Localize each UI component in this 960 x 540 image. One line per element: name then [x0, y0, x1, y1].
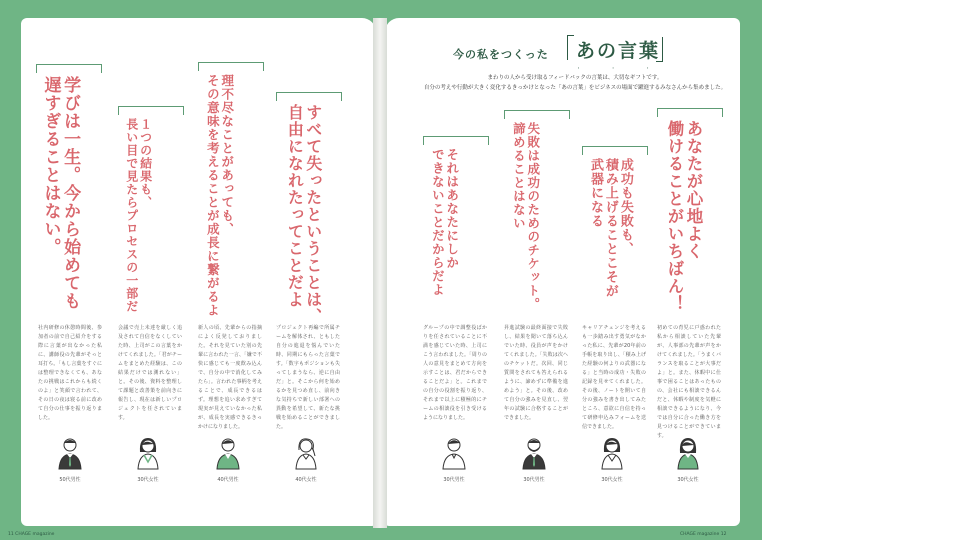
quote-text: すべて失ったということは、 自由になれたってことだよ: [285, 104, 323, 325]
entry-description: グループの中で調整役ばかりを任されていることに不満を感じていた時、上司にこう言われました。「周りの人の意見をまとめて方向を示すことは、君だからできることだよ」と。これまでの自分の役割を振り返り、それまで以上に積極的にチームの相談役を引き受けるようになりました。: [423, 325, 487, 421]
entry-description: 初めての育児に戸惑われた私から相談していた先輩が、人事部の先輩が声をかけてくれました。「うまくバランスを取ることが大事だよ」と。また、休暇中に仕事で困ることはあったものの、会社にも相談できるんだと、休暇や制度を気軽に相談できるようになり、今では自分に合った働き方を見つけることができています。: [657, 325, 721, 439]
female-ponytail-avatar-icon: [293, 436, 319, 470]
female-bob-avatar-icon: [675, 436, 701, 470]
entry-description: 昇進試験の最終面接で失敗し、結果を聞いて落ち込んでいた時、役員が声をかけてくれました。「失敗は次へのチケットだ。次回、同じ質問をされても答えられるように、諦めずに準備を進めよう」と。その後、改めて自分の強みを見直し、翌年の試験に合格することができました。: [504, 325, 568, 421]
quote-text: それはあなたにしか できないことだからだよ: [430, 148, 460, 297]
page-number-left: 11: [8, 532, 14, 537]
quote-text: 学びは一生。今から始めても 遅すぎることはない。: [40, 76, 81, 310]
respondent-caption: 40代女性: [295, 477, 317, 483]
male-avatar-icon: [215, 436, 241, 470]
lead-line-2: 自分の考えや行動が大きく変化するきっかけとなった「あの言葉」をビジネスの場面で躍進するみなさんから集めました。: [423, 85, 727, 91]
respondent-caption: 50代男性: [59, 477, 81, 483]
quote-bracket: [423, 136, 489, 145]
entry-description: 社内研修の休憩時間後、参加者の前で自己紹介をする際に言葉が出なかった私に、講師役の先輩がそっと耳打ち。「もし言葉をすぐには整理できなくても、あなたの挑戦はこれからも続くのよ」と笑顔で言われて、その日の夜は寝る前に改めて自分の仕事を振り返りました。: [38, 325, 102, 421]
male-tie-avatar-icon: [57, 436, 83, 470]
page-gutter: [373, 18, 387, 528]
title-small: 今の私をつくった: [453, 48, 549, 61]
quote-bracket: [582, 146, 648, 155]
page-number-right: 12: [720, 532, 727, 537]
respondent-caption: 30代女性: [677, 477, 699, 483]
title-emphasis-dots: ・ ・ ・: [576, 66, 665, 72]
quote-bracket: [36, 64, 102, 73]
respondent-caption: 30代男性: [523, 477, 545, 483]
respondent-caption: 30代男性: [443, 477, 465, 483]
entry-description: プロジェクト再編で所属チームを解体され、ともした自分の進退を悩んでいた時、同期にもらった言葉です。「数字もポジションも失ってしまうなら、逆に自由だ」と。そこから何を始めるかを見つめ直し、前向きな気持ちで新しい部署への異動を希望して、新たな挑戦を始めることができました。: [276, 325, 340, 430]
quote-text: １つの結果も、 長い目で見たらプロセスの一部だ: [124, 118, 153, 313]
entry-description: キャリアチェンジを考えるも一歩踏み出す勇気がなかった私に、先輩が20年前の手帳を取り出し、「積み上げた経験の何よりの武器になる」と当時の成功・失敗の記録を見せてくれました。その後、ノートを開いて自分の強みを書き出してみたところ、意欲に自信を持って研修申込みフォームを送信できました。: [582, 325, 646, 430]
magazine-label-left: CHAGE magazine: [15, 532, 55, 537]
quote-bracket: [198, 62, 264, 71]
magazine-label-right: CHAGE magazine: [680, 532, 720, 537]
entry-description: 新人の頃、先輩からの指摘によく反発しておりました。それを見ていた別の先輩に言われた一言、「嫌で不快に感じても一度飲み込んで、自分の中で消化してみたら」。言われた事柄を考えることで、成長できるはず。理想を追い求めすぎて現実が見えていなかった私が、成長を実感できるきっかけになりました。: [198, 325, 262, 430]
title-bracket-close: [656, 37, 663, 62]
respondent-caption: 30代女性: [137, 477, 159, 483]
lead-text: [410, 73, 740, 93]
quote-bracket: [276, 92, 342, 101]
quote-text: 理不尽なことがあっても、 その意味を考えることが成長に繋がるよ: [205, 74, 235, 317]
folio-left: [8, 532, 54, 537]
respondent-caption: 30代女性: [601, 477, 623, 483]
quote-text: 失敗は成功のためのチケット。 諦めることはない: [511, 122, 541, 311]
quote-text: あなたが心地よく 働けることがいちばん！: [664, 120, 703, 313]
lead-line-1: まわりの人から受け取るフィードバックの言葉は、大切なギフトです。: [487, 75, 663, 81]
quote-bracket: [504, 110, 570, 119]
quote-bracket: [118, 106, 184, 115]
title-big: あの言葉: [576, 40, 661, 62]
quote-text: 成功も失敗も、 積み上げることこそが 武器になる: [587, 158, 633, 298]
male-avatar-icon: [441, 436, 467, 470]
female-avatar-icon: [599, 436, 625, 470]
spread-title: [450, 32, 690, 72]
male-beard-avatar-icon: [521, 436, 547, 470]
entry-description: 会議で売上未達を厳しく追及されて自信をなくしていた時、上司がこの言葉をかけてくれました。「君がチームをまとめた経験は、この結果だけでは測れない」と。その後、資料を整理して課題と改善策を前向きに報告し、現在は新しいプロジェクトを任されています。: [118, 325, 182, 421]
title-bracket-open: [567, 35, 574, 60]
folio-right: [680, 532, 726, 537]
female-avatar-icon: [135, 436, 161, 470]
quote-bracket: [657, 108, 723, 117]
respondent-caption: 40代男性: [217, 477, 239, 483]
